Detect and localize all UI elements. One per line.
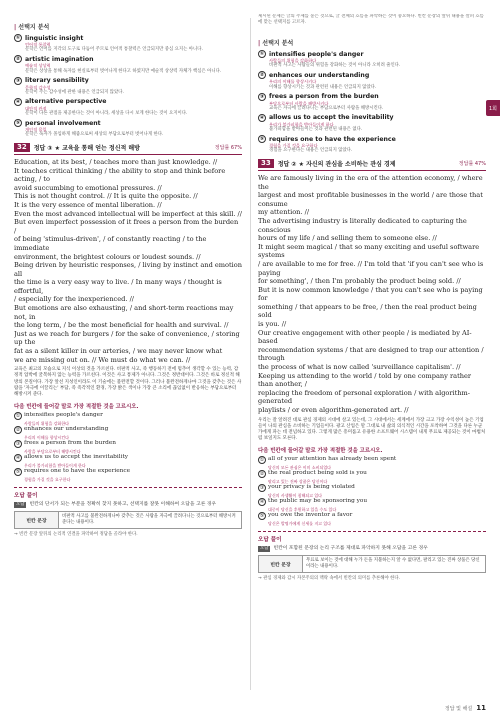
vocab-gloss: 부담으로부터 사람을 해방시키다: [269, 100, 329, 106]
passage-line: largest and most profitable businesses in the world / are those that consume: [258, 191, 483, 208]
choice-number: ⑤: [259, 136, 265, 143]
vocab-item: [14, 98, 242, 117]
passage-line: the long term, / be the most beneficial for health and survival. //: [14, 321, 229, 330]
trap-note: → 관심 경제와 감시 자본주의의 맥락 속에서 빈칸의 의미를 추론해야 한다.: [258, 576, 401, 582]
vocab-description: 문학은 언어를 지각의 도구로 다듬어 주므로 언어적 통찰력은 언급되지만 중심 요지는 아니다.: [25, 47, 203, 53]
vocab-item: [14, 77, 242, 96]
trap-tag: 오답: [16, 502, 25, 508]
vocab-term-text: literary sensibility: [25, 77, 89, 85]
left-column: [14, 14, 242, 694]
passage-line: It teaches critical thinking / the ability to stop and think before acting, / to: [14, 166, 226, 184]
vocab-item: [258, 135, 486, 154]
passage-line: replacing the freedom of personal exploration / with algorithm-generated: [258, 388, 471, 406]
trap-table-text: 무료로 보이는 것에 대해 누가 돈을 지불하는지 알 수 없다면, 팔리고 있는 진짜 상품은 당신이라는 내용이다.: [306, 558, 480, 570]
choice-gloss: 사람들의 위험을 강화한다: [24, 421, 70, 427]
vocab-description: 문학은 상상을 통해 독자를 현실로부터 벗어나게 한다고 하였지만 예술적 상상력 자체가 핵심은 아니다.: [25, 68, 222, 74]
passage-line: We are famously living in the era of the attention economy, / where the: [258, 173, 483, 191]
choice-number: ③: [259, 93, 265, 100]
choice-text: the real product being sold is you: [268, 470, 367, 477]
footer-label: 정답 및 해설: [444, 705, 473, 712]
vocab-item: [258, 71, 486, 90]
vocab-gloss: 우리가 불가피함을 받아들이게 하다: [269, 121, 334, 127]
choice-number: ②: [15, 56, 21, 63]
passage-line: for something', / then I'm probably the product being sold. //: [258, 277, 461, 286]
vocab-gloss: 우리의 이해를 향상시키다: [269, 79, 317, 85]
choice-number: ①: [15, 35, 21, 41]
passage-line: the time is a very easy way to live. / In many ways / thought is effortful,: [14, 278, 222, 295]
passage-line: recommendation systems / that are designed to trap our attention / through: [258, 345, 484, 363]
passage-line: / are available to me for free. // I'm told that 'if you can't see who is paying: [258, 259, 484, 277]
question-title: 정답 ③ ★ 교육을 통해 얻는 정신적 해방: [33, 144, 140, 152]
passage-line: hours of my life / and selling them to someone else. //: [258, 234, 437, 243]
choice-text: the public may be sponsoring you: [268, 498, 368, 505]
passage-line: is you. //: [258, 320, 287, 329]
choice-number: ⑤: [259, 512, 265, 519]
vocab-header: | 선택지 분석: [258, 40, 294, 47]
footer: [445, 704, 486, 712]
page: [14, 14, 486, 708]
passage-line: Being driven by heuristic responses, / living by instinct and emotion all: [14, 261, 242, 278]
trap-table: [14, 511, 242, 529]
passage-line: something / that appears to be free, / then the real product being sold: [258, 302, 477, 320]
vocab-term-text: intensifies people's danger: [269, 50, 364, 58]
trap-table-text: 비판적 사고를 불완전하게나마 갖추는 것은 사람을 자극에 끌려다니는 것으로부터 해방시켜 준다는 내용이다.: [62, 514, 236, 526]
choice-row: [14, 426, 242, 434]
page-number: 11: [476, 704, 486, 712]
choice-text: frees a person from the burden: [24, 440, 117, 447]
passage-line: The advertising industry is literally dedicated to capturing the conscious: [258, 216, 467, 234]
choice-number: ⑤: [15, 468, 21, 475]
right-column: [258, 14, 486, 694]
vocab-term: [258, 93, 486, 101]
vocab-description: 문학이 다른 관점을 제공한다는 것이 아니라, 세상을 다시 보게 한다는 것이 요지이다.: [25, 111, 188, 117]
question-header: [14, 143, 242, 155]
vocab-term-text: linguistic insight: [25, 34, 84, 42]
vocab-term: [14, 119, 242, 127]
vocab-description: 문학이 주는 감수성에 관한 내용은 언급되지 않았다.: [25, 89, 124, 95]
choice-gloss: 대중이 당신을 후원하고 있을 수도 있다: [268, 507, 337, 513]
choice-row: [14, 468, 242, 476]
choice-row: [14, 454, 242, 462]
choice-number: ④: [259, 114, 265, 121]
choice-gloss: 우리가 불가피함을 받아들이게 한다: [24, 463, 86, 469]
vocab-item: [14, 119, 242, 138]
choice-number: ④: [15, 98, 21, 105]
vocab-term: [14, 77, 242, 85]
vocab-term: [14, 98, 242, 106]
choice-item[interactable]: [258, 456, 486, 470]
choice-gloss: 당신의 모든 관심은 이미 소비되었다: [268, 465, 332, 471]
summary-header: 다음 빈칸에 들어갈 말로 가장 적절한 것을 고르시오.: [14, 404, 139, 411]
vocab-item: [258, 93, 486, 112]
passage-line: playlists / or even algorithm-generated art. //: [258, 406, 409, 415]
trap-question-text: 빈칸이 포함된 문장의 논리 구조를 제대로 파악하지 못해 오답을 고른 경우: [273, 546, 428, 552]
choice-item[interactable]: [258, 498, 486, 512]
trap-title: 오답 풀이: [14, 493, 38, 500]
choice-item[interactable]: [14, 454, 242, 468]
choice-text: requires one to have the experience: [24, 468, 131, 475]
trap-table: [258, 555, 486, 573]
passage-line: Education, at its best, / teaches more than just knowledge. //: [14, 157, 218, 166]
choice-gloss: 사람을 부담으로부터 해방시킨다: [24, 449, 81, 455]
choice-number: ②: [259, 72, 265, 79]
choice-number: ①: [259, 456, 265, 463]
choice-gloss: 당신의 사생활이 침해되고 있다: [268, 493, 323, 499]
trap-question-text: 빈칸의 단서가 되는 부분을 정확히 찾지 못하고, 선택지를 잘못 이해하여 오답을 고른 경우: [29, 502, 217, 508]
choice-list: [14, 412, 242, 482]
trap-section: [14, 487, 242, 538]
vocab-term-text: requires one to have the experience: [269, 135, 396, 143]
vocab-description: 문학은 독자가 몰입하게 해줌으로써 세상의 부담으로부터 벗어나게 한다.: [25, 132, 164, 138]
choice-text: intensifies people's danger: [24, 412, 103, 419]
choice-item[interactable]: [258, 484, 486, 498]
vocab-term-text: personal involvement: [25, 119, 101, 127]
trap-tag: 오답: [260, 546, 269, 552]
vocab-term-text: alternative perspective: [25, 98, 107, 106]
passage: [14, 158, 242, 364]
trap-section: [258, 531, 486, 582]
passage-line: It might seem magical / that so many exciting and useful software systems: [258, 242, 480, 260]
choice-text: allows us to accept the inevitability: [24, 454, 129, 461]
vocab-header: | 선택지 분석: [14, 24, 50, 31]
vocab-item: [14, 34, 242, 53]
vocab-term-text: allows us to accept the inevitability: [269, 114, 394, 122]
passage-line: But emotions are also exhausting, / and short-term reactions may not, in: [14, 304, 234, 321]
summary-header: 다음 빈칸에 들어갈 말로 가장 적절한 것을 고르시오.: [258, 448, 383, 455]
choice-gloss: 당신은 발명가에게 신세를 지고 있다: [268, 521, 332, 527]
passage-line: This is not thought control. // It is quite the opposite. //: [14, 192, 198, 201]
passage-line: environment, the brightest colours or loudest sounds. //: [14, 252, 201, 261]
vocab-gloss: 경험을 가질 것을 요구하다: [269, 143, 318, 149]
choice-row: [14, 440, 242, 448]
choice-item[interactable]: [14, 426, 242, 440]
choice-text: your privacy is being violated: [268, 484, 355, 491]
passage-line: / especially for the inexperienced. //: [14, 295, 135, 304]
choice-item[interactable]: [14, 412, 242, 426]
choice-number: ③: [15, 440, 21, 447]
vocab-gloss: 개인적 몰입: [25, 127, 47, 133]
choice-row: [14, 412, 242, 420]
vocab-gloss: 사람들의 위험을 강화하다: [269, 58, 317, 63]
choice-text: enhances our understanding: [24, 426, 109, 433]
choice-text: all of your attention has already been spent: [268, 456, 397, 463]
question-number: 33: [258, 159, 274, 168]
choice-number: ①: [259, 51, 265, 57]
choice-row: [258, 470, 486, 478]
passage-line: Our creative engagement with other people / is mediated by AI-based: [258, 328, 472, 346]
choice-row: [258, 512, 486, 520]
choice-number: ②: [15, 426, 21, 433]
choice-number: ⑤: [15, 120, 21, 127]
column-divider: [250, 18, 251, 690]
choice-number: ④: [259, 498, 265, 505]
choice-number: ②: [259, 470, 265, 477]
passage-line: fat as a silent killer in our arteries, / we may never know what: [14, 347, 223, 356]
vocab-item: [258, 50, 486, 69]
vocab-item: [258, 114, 486, 133]
passage-line: Just as we reach for burgers / for the sake of convenience, / storing up the: [14, 329, 240, 347]
vocab-term-text: enhances our understanding: [269, 71, 370, 79]
passage: [258, 174, 486, 415]
choice-number: ③: [259, 484, 265, 491]
passage-line: Even the most advanced intellectual will be imperfect at this skill. //: [14, 209, 242, 218]
korean-translation: 우리는 잘 알려진 대로 관심 경제의 시대에 살고 있는데, 그 시대에서는 세계에서 가장 크고 가장 수익성이 높은 기업들이 나의 관심을 소비하는 기업들이다. 광고 산업은 말 그대로 내 삶의 의식적인 시간을 포착하여 그것을 다른 누군가에게 파는 데 전념하고 있다. 그렇게 많은 흥미롭고 유용한 소프트웨어 시스템이 내게 무료로 제공되는 것이 마법처럼 보일지도 모른다.: [258, 417, 486, 442]
passage-line: But even imperfect possession of it frees a person from the burden /: [14, 218, 239, 235]
question-title: 정답 ② ★ 자신의 관심을 소비하는 관심 경제: [277, 160, 396, 168]
vocab-term-text: frees a person from the burden: [269, 93, 379, 101]
trap-question: [258, 546, 486, 552]
passage-line: we are missing out on. // We must do what we can. //: [14, 355, 191, 364]
trap-table-label: 빈칸 문장: [15, 512, 59, 528]
vocab-term: [14, 34, 242, 42]
passage-line: of being 'stimulus-driven', / of constantly reacting / to the immediate: [14, 235, 207, 252]
trap-note: → 빈칸 문장 앞뒤의 논리적 연결을 파악하여 정답을 골라야 한다.: [14, 532, 138, 538]
vocab-item: [14, 55, 242, 74]
vocab-description: 불가피함을 받아들이는 것과 관련된 내용은 없다.: [269, 127, 363, 133]
answer-rate: 정답률 67%: [214, 144, 242, 151]
choice-gloss: 우리의 이해를 향상시킨다: [24, 435, 70, 441]
intro-text: 제시된 문제는 글의 주제를 묻는 것으로, 글 전체의 흐름을 파악하는 것이 중요하다. 빈칸 문장의 앞뒤 내용을 살펴 흐름에 맞는 선택지를 고르자.: [258, 14, 484, 25]
passage-line: my attention. //: [258, 208, 310, 217]
passage-line: the process of what is now called 'surveillance capitalism'. //: [258, 363, 461, 372]
choice-number: ④: [15, 454, 21, 461]
vocab-description: 교육은 자극에 끌려다니는 부담으로부터 사람을 해방시킨다.: [269, 105, 384, 111]
vocab-gloss: 대안적 관점: [25, 105, 47, 111]
choice-item[interactable]: [258, 470, 486, 484]
vocab-description: 비판적 사고는 사람들의 위험을 강화하는 것이 아니라 오히려 줄인다.: [269, 63, 401, 69]
passage-line: It is the very essence of mental liberation. //: [14, 200, 162, 209]
vocab-list: [14, 34, 242, 138]
question-number: 32: [14, 143, 30, 152]
choice-row: [258, 456, 486, 464]
section-tab[interactable]: 1회: [486, 100, 500, 116]
vocab-gloss: 문학적 감수성: [25, 84, 51, 90]
passage-line: But it is now common knowledge / that you can't see who is paying for: [258, 285, 483, 303]
passage-line: Keeping us attending to the world / told by one company rather than another, /: [258, 371, 472, 389]
choice-item[interactable]: [14, 440, 242, 454]
choice-item[interactable]: [258, 512, 486, 526]
choice-gloss: 팔리고 있는 진짜 상품은 당신이다: [268, 479, 328, 485]
choice-list: [258, 456, 486, 526]
choice-row: [258, 498, 486, 506]
vocab-description: 경험을 요구한다는 내용은 언급되지 않았다.: [269, 148, 353, 154]
passage-line: avoid succumbing to emotional pressures. //: [14, 183, 162, 192]
trap-title: 오답 풀이: [258, 537, 282, 544]
choice-number: ①: [15, 412, 21, 419]
choice-item[interactable]: [14, 468, 242, 482]
choice-number: ③: [15, 77, 21, 84]
vocab-term: [258, 50, 486, 58]
trap-table-label: 빈칸 문장: [259, 556, 303, 572]
vocab-term: [258, 135, 486, 143]
answer-rate: 정답률 47%: [458, 160, 486, 167]
vocab-gloss: 언어적 통찰력: [25, 42, 51, 47]
choice-row: [258, 484, 486, 492]
vocab-description: 이해를 향상시키는 것과 관련된 내용은 언급되지 않았다.: [269, 84, 377, 90]
trap-question: [14, 502, 242, 508]
question-header: [258, 159, 486, 171]
vocab-term: [258, 114, 486, 122]
korean-translation: 교육은 최고의 모습으로 지식 이상의 것을 가르친다. 비판적 사고, 즉 행동하기 전에 멈추어 생각할 수 있는 능력, 감정적 압박에 굴복하지 않는 능력을 가르친다. 이것은 사고 통제가 아니다. 그것은 정반대이다. 그것은 바로 정신적 해방의 본질이다. 가장 앞선 지성인이라도 이 기술에는 불완전할 것이다. 그러나 불완전하게나마 그것을 갖추는 것은 사람을 '자극에 이끌리는' 부담, 즉 즉각적인 환경, 가장 밝은 색이나 가장 큰 소리에 끊임없이 반응하는 부담으로부터 해방시켜 준다.: [14, 367, 242, 398]
vocab-list: [258, 50, 486, 154]
vocab-gloss: 예술적 상상력: [25, 63, 51, 69]
choice-gloss: 경험을 가질 것을 요구한다: [24, 477, 71, 483]
vocab-term-text: artistic imagination: [25, 55, 94, 63]
choice-text: you owe the inventor a favor: [268, 512, 353, 519]
